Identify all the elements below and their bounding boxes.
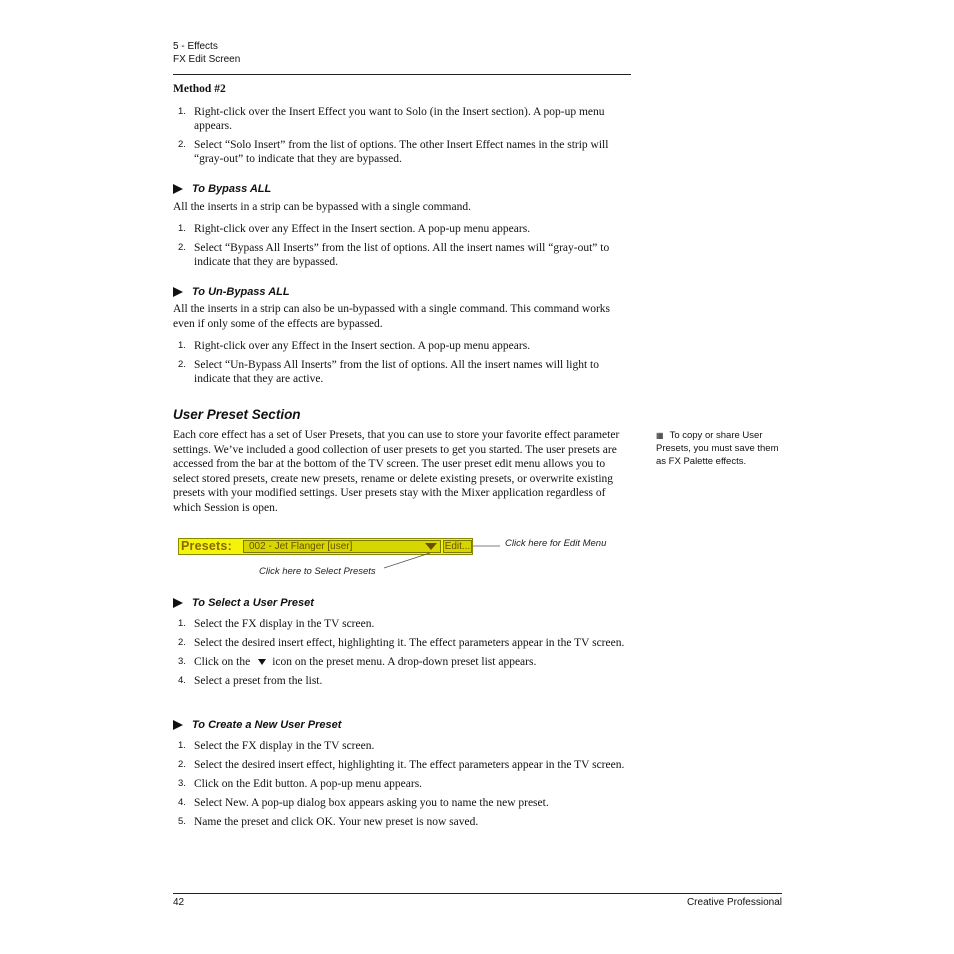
triangle-bullet-icon (173, 598, 183, 608)
list-item: 4. Select New. A pop-up dialog box appears asking you to name the new preset. (178, 797, 549, 809)
method-heading: Method #2 (173, 83, 226, 95)
edit-button[interactable]: Edit... (444, 541, 471, 552)
list-item: 1. Right-click over any Effect in the Insert section. A pop-up menu appears. (178, 340, 531, 352)
list-item: 3. Click on the Edit button. A pop-up menu appears. (178, 778, 423, 790)
page-number: 42 (173, 897, 185, 908)
section-label: FX Edit Screen (173, 54, 241, 65)
list-item: 3. Click on the icon on the preset menu. A drop-down preset list appears. (178, 656, 537, 668)
list-item: 4. Select a preset from the list. (178, 675, 323, 687)
procedure-heading-select: To Select a User Preset (173, 597, 314, 609)
down-arrow-icon (258, 659, 266, 665)
list-item: 2. Select the desired insert effect, highlighting it. The effect parameters appear in the TV screen. (178, 637, 625, 649)
preset-value: 002 - Jet Flanger [user] (249, 541, 353, 552)
list-item: 2. Select “Solo Insert” from the list of options. The other Insert Effect names in the strip will “gray-out” to indicate that they are bypassed. (178, 139, 609, 165)
list-item: 5. Name the preset and click OK. Your new preset is now saved. (178, 816, 479, 828)
preset-bar-label: Presets: (181, 539, 232, 553)
list-item: 1. Select the FX display in the TV screen. (178, 740, 375, 752)
list-item: 2. Select “Bypass All Inserts” from the list of options. All the insert names will “gray-out” to indicate that they are bypassed. (178, 242, 610, 268)
list-item: 1. Right-click over any Effect in the Insert section. A pop-up menu appears. (178, 223, 531, 235)
unbypass-intro: All the inserts in a strip can also be un-bypassed with a single command. This command works even if only some of the effects are bypassed. (173, 303, 611, 330)
list-item: 1. Select the FX display in the TV screen. (178, 618, 375, 630)
section-title: User Preset Section (173, 407, 301, 422)
triangle-bullet-icon (173, 720, 183, 730)
list-item: 2. Select “Un-Bypass All Inserts” from the list of options. All the insert names will light to indicate that they are active. (178, 359, 600, 385)
callout-line-select (384, 553, 430, 568)
user-preset-body: Each core effect has a set of User Presets, that you can use to store your favorite effect parameter settings. We’ve included a good collection of user presets to get you started. The user presets are accessed from the bar at the bottom of the TV screen. The user preset edit menu allows you to select stored presets, create new presets, rename or delete existing presets, or overwrite existing presets with your modified settings. User presets stay with the Mixer application regardless of which Session is open. (173, 429, 620, 514)
procedure-heading-create: To Create a New User Preset (173, 719, 341, 731)
list-item: 2. Select the desired insert effect, highlighting it. The effect parameters appear in the TV screen. (178, 759, 625, 771)
select-steps-list (173, 617, 631, 693)
procedure-heading-unbypass: To Un-Bypass ALL (173, 286, 290, 298)
bypass-intro: All the inserts in a strip can be bypassed with a single command. (173, 201, 471, 213)
callout-edit-menu: Click here for Edit Menu (505, 538, 607, 549)
procedure-heading-bypass: To Bypass ALL (173, 183, 271, 195)
create-steps-list (173, 739, 631, 834)
footer-rule (173, 893, 782, 894)
callout-select-presets: Click here to Select Presets (259, 566, 376, 577)
note-bullet-icon: ▦ (656, 431, 664, 440)
list-item: 1. Right-click over the Insert Effect you want to Solo (in the Insert section). A pop-up menu appears. (178, 106, 605, 132)
footer-product: Creative Professional (686, 897, 782, 908)
side-note: ▦ To copy or share User Presets, you must save them as FX Palette effects. (656, 430, 779, 467)
chapter-label: 5 - Effects (173, 41, 218, 52)
